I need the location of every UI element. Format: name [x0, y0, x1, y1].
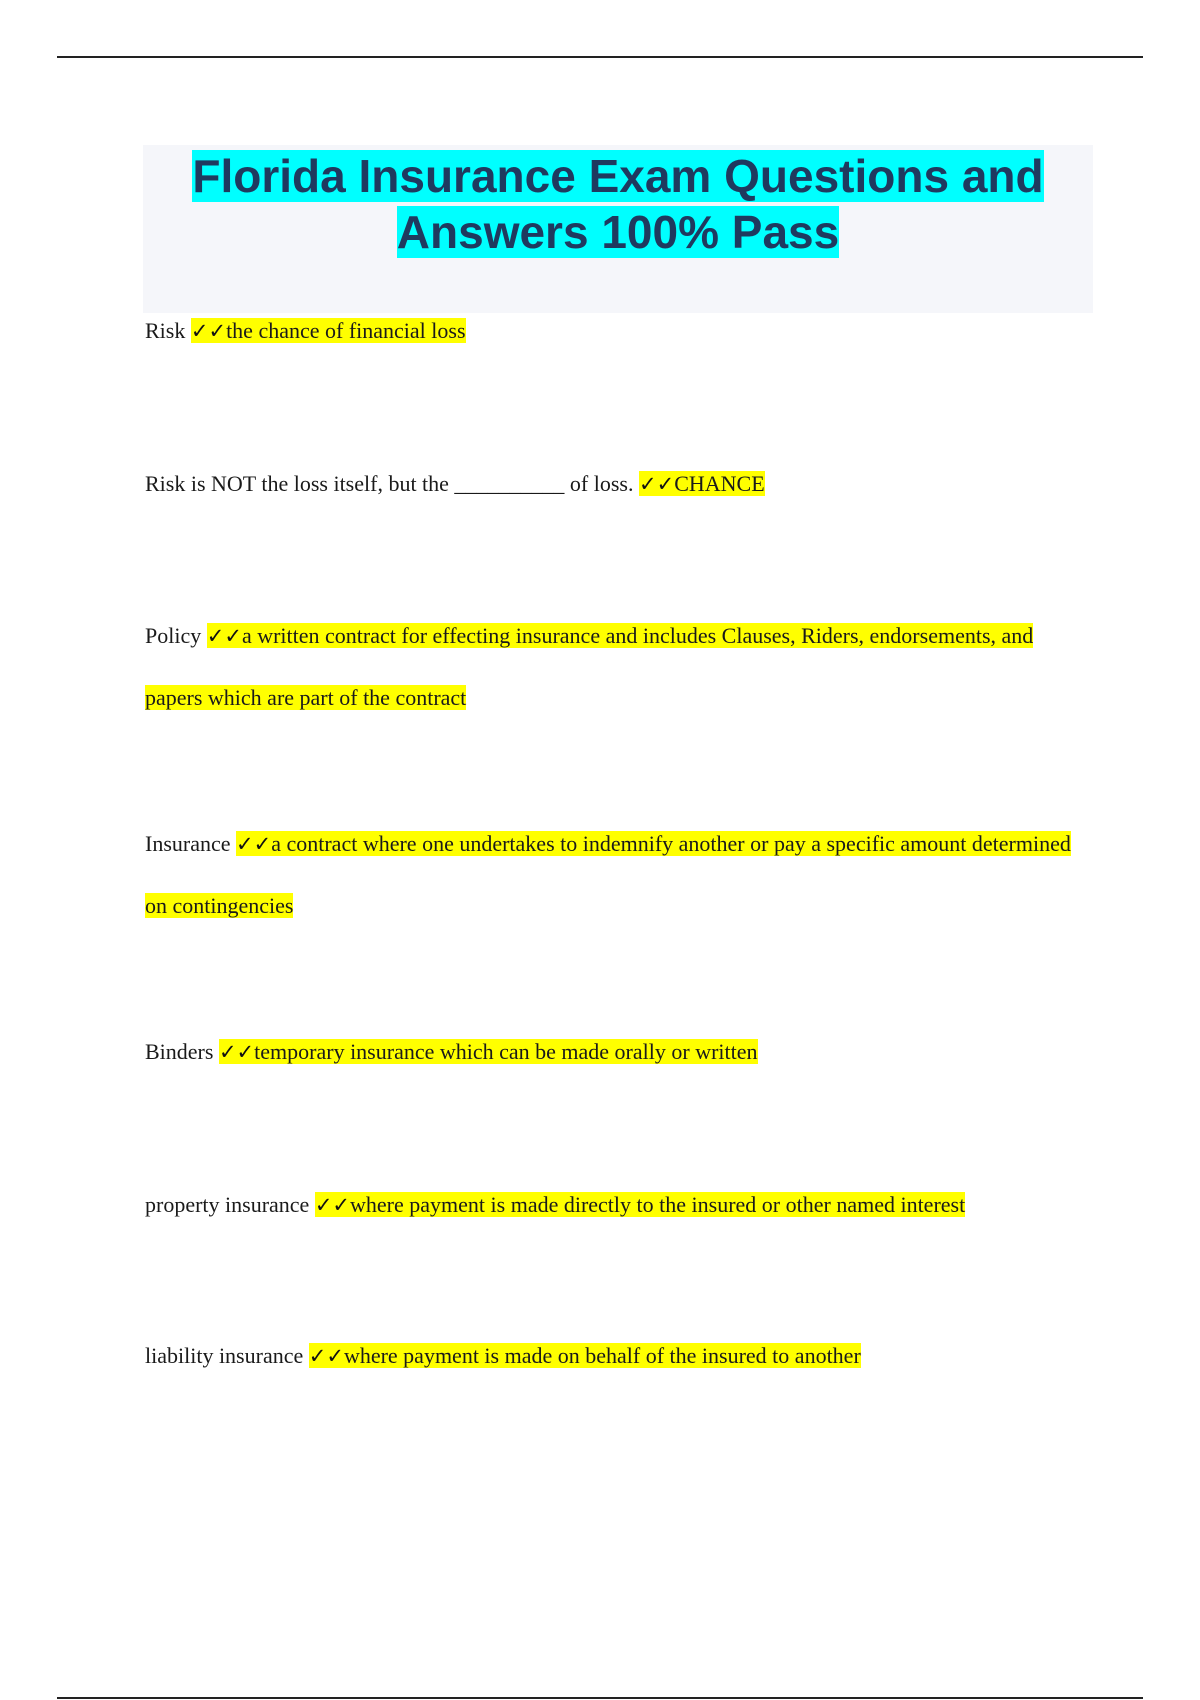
qa-entry-risk [145, 300, 1085, 362]
entry-answer-highlight [219, 1039, 758, 1064]
entry-answer: the chance of financial loss [226, 318, 466, 343]
double-check-icon: ✓✓ [308, 1344, 344, 1368]
entry-term: liability insurance [145, 1343, 304, 1368]
qa-entry-binders [145, 1021, 1085, 1083]
top-rule [57, 56, 1143, 58]
qa-entry-policy [145, 605, 1085, 728]
title-block [143, 145, 1093, 313]
entry-answer-highlight [309, 1343, 861, 1368]
entry-answer-highlight [145, 831, 1071, 918]
entry-term: Risk [145, 318, 186, 343]
entry-answer-highlight [191, 318, 466, 343]
double-check-icon: ✓✓ [314, 1193, 351, 1217]
qa-entry-liability-insurance [145, 1325, 1085, 1387]
entry-term: Policy [145, 623, 202, 648]
entry-term: property insurance [145, 1192, 310, 1217]
double-check-icon: ✓✓ [190, 319, 227, 343]
double-check-icon: ✓✓ [236, 832, 272, 856]
entry-answer: a written contract for effecting insurance and includes Clauses, Riders, endorsements, and papers which are part of the contract [145, 623, 1034, 710]
entry-answer: temporary insurance which can be made orally or written [254, 1039, 758, 1064]
double-check-icon: ✓✓ [218, 1040, 255, 1064]
entry-answer: CHANCE [674, 471, 765, 496]
entry-term: Binders [145, 1039, 214, 1064]
entry-answer-highlight [315, 1192, 965, 1217]
page-title: Florida Insurance Exam Questions and Answers 100% Pass [192, 150, 1044, 258]
entry-term: Insurance [145, 831, 231, 856]
entry-answer: where payment is made directly to the insured or other named interest [350, 1192, 966, 1217]
entry-answer: a contract where one undertakes to indemnify another or pay a specific amount determined on contingencies [145, 831, 1071, 918]
entry-answer: where payment is made on behalf of the insured to another [343, 1343, 861, 1368]
qa-entry-property-insurance [145, 1174, 1085, 1236]
entry-term: Risk is NOT the loss itself, but the __________ of loss. [145, 471, 634, 496]
entry-answer-highlight [145, 623, 1033, 710]
double-check-icon: ✓✓ [639, 472, 675, 496]
entry-answer-highlight [639, 471, 765, 496]
qa-entry-risk-chance [145, 453, 1085, 515]
bottom-rule [57, 1697, 1143, 1699]
double-check-icon: ✓✓ [206, 624, 242, 648]
qa-entry-insurance [145, 813, 1085, 936]
